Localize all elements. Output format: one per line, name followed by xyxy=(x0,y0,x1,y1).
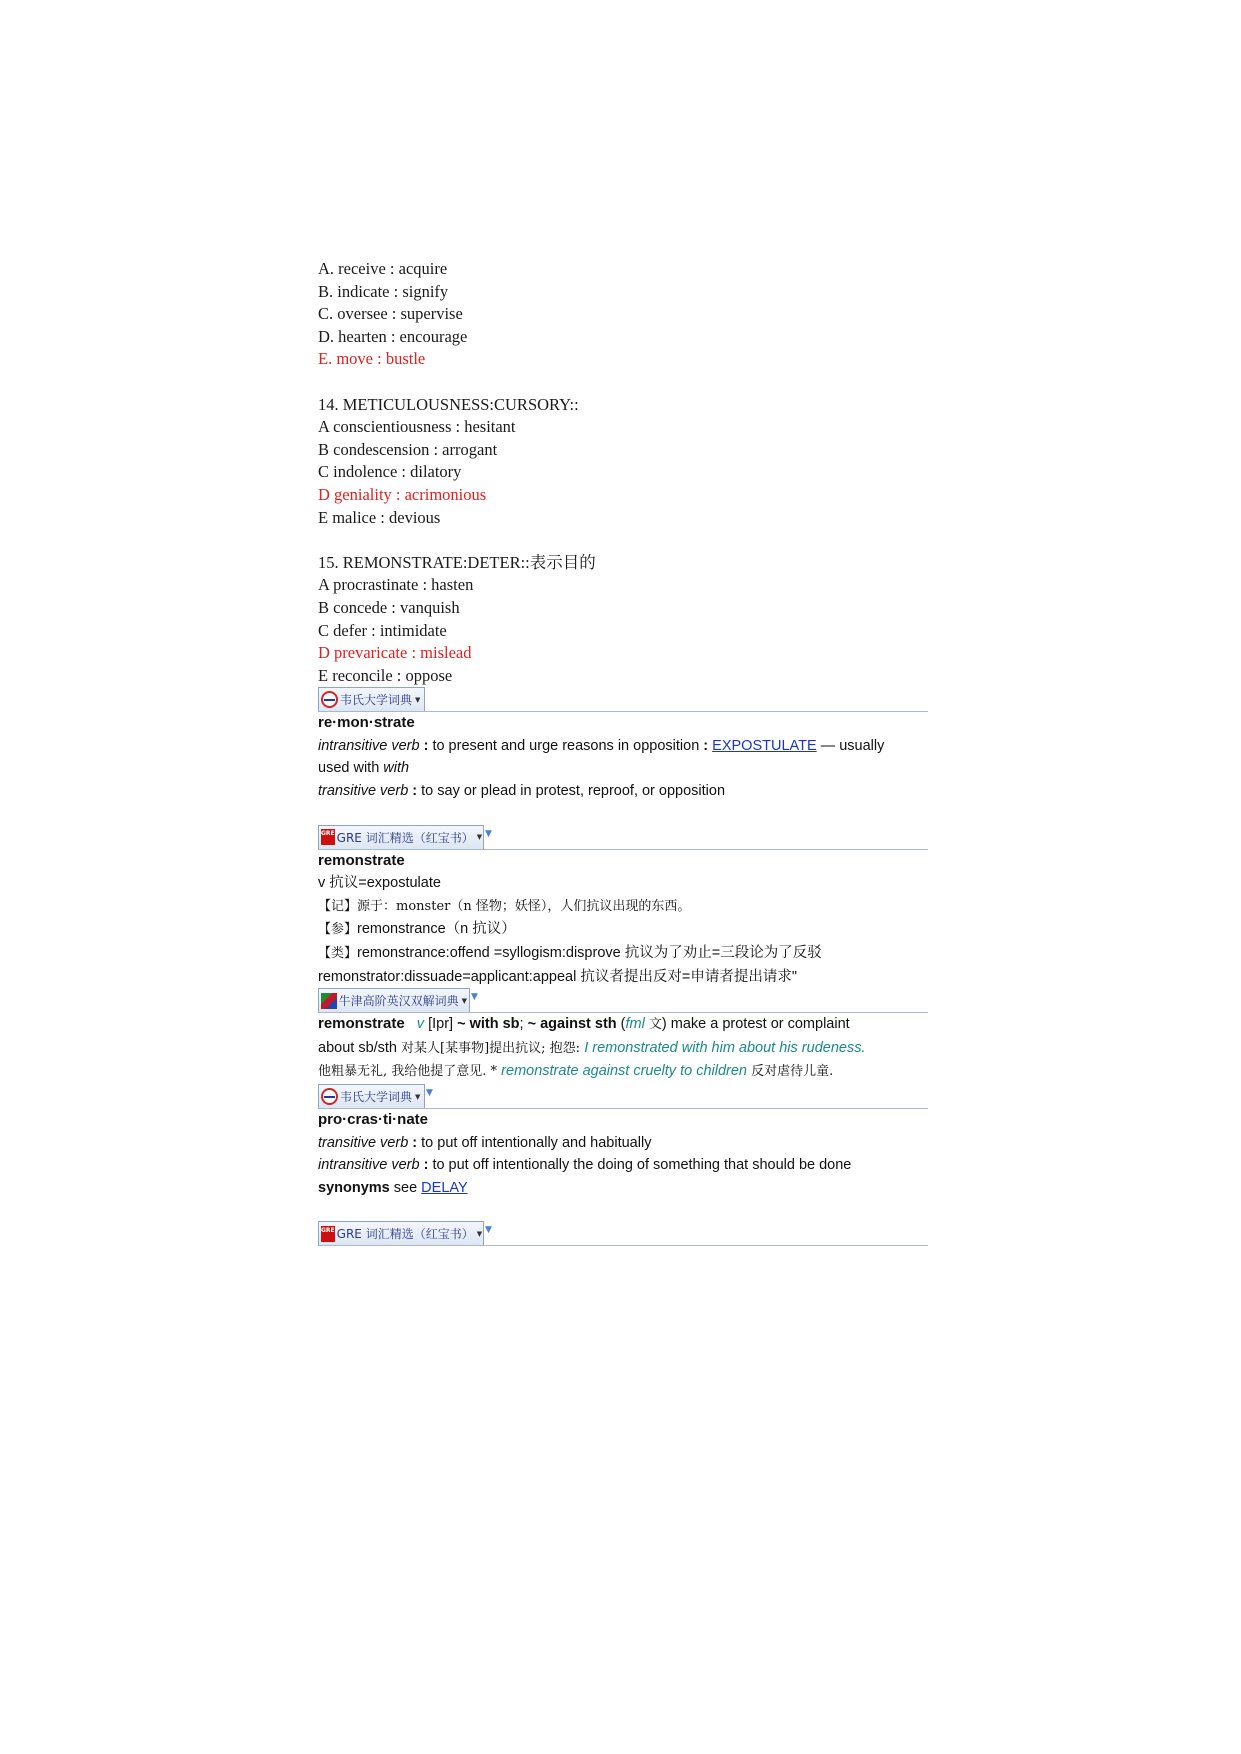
q15-option-b: B concede : vanquish xyxy=(318,597,460,617)
entry-merriam-remonstrate xyxy=(318,712,928,802)
definition-tail: — usually xyxy=(816,737,885,754)
gre-book-icon: GRE xyxy=(321,1226,335,1242)
q14-option-d-answer: D geniality : acrimonious xyxy=(318,484,487,504)
tag-mnemonic: 【记】 xyxy=(318,898,358,914)
chevron-down-icon[interactable]: ▼ xyxy=(476,833,483,842)
tab-gre-label: GRE 词汇精选（红宝书） xyxy=(336,830,474,845)
merriam-webster-icon xyxy=(321,691,338,708)
entry-headword: remonstrate xyxy=(318,1015,405,1033)
entry-headword: re·mon·strate xyxy=(318,714,415,732)
definition-cont: about sb/sth xyxy=(318,1039,402,1056)
tab-oxford[interactable] xyxy=(318,988,470,1012)
tab-oxford-label: 牛津高阶英汉双解词典 xyxy=(338,994,459,1009)
q13-options xyxy=(318,258,928,371)
entry-synonyms xyxy=(318,1177,928,1200)
synonym-link-delay[interactable]: DELAY xyxy=(421,1179,468,1196)
register-label-cn: 文 xyxy=(648,1017,662,1033)
entry-oxford-line-3 xyxy=(318,1060,928,1084)
verb-pattern: [Ipr] xyxy=(428,1016,454,1033)
oxford-dictionary-icon xyxy=(321,993,337,1009)
separator: : xyxy=(419,1157,433,1174)
tab-merriam-label: 韦氏大学词典 xyxy=(340,693,413,708)
part-of-speech: intransitive verb xyxy=(318,737,420,754)
tab-gre-label: GRE 词汇精选（红宝书） xyxy=(336,1227,474,1242)
part-of-speech: intransitive verb xyxy=(318,1157,420,1174)
entry-headword: pro·cras·ti·nate xyxy=(318,1111,429,1128)
q15-option-e: E reconcile : oppose xyxy=(318,665,453,685)
separator: : xyxy=(408,1134,422,1151)
usage-word: with xyxy=(383,760,410,777)
q14-option-e: E malice : devious xyxy=(318,507,441,527)
phrase-against: ~ against sth xyxy=(527,1016,617,1033)
document-page xyxy=(318,258,928,1246)
q14-option-b: B condescension : arrogant xyxy=(318,439,498,459)
q13-option-c: C. oversee : supervise xyxy=(318,304,463,324)
example-sentence: remonstrate against cruelty to children xyxy=(501,1063,747,1080)
definition-text: to say or plead in protest, reproof, or opposition xyxy=(421,783,726,800)
dict-bar-oxford xyxy=(318,988,928,1013)
dict-bar-gre-1 xyxy=(318,825,928,850)
q15-title: 15. REMONSTRATE:DETER::表示目的 xyxy=(318,552,596,572)
entry-gre-line-1: v 抗议=expostulate xyxy=(318,875,441,892)
synonym-link-expostulate[interactable]: EXPOSTULATE xyxy=(712,737,817,754)
entry-gre-line-3 xyxy=(318,918,928,942)
definition-text: to put off intentionally and habitually xyxy=(421,1134,652,1151)
q15 xyxy=(318,552,928,688)
gre-book-icon: GRE xyxy=(321,829,335,845)
synonyms-label: synonyms xyxy=(318,1179,390,1196)
entry-sense-2 xyxy=(318,780,928,803)
reference-text: remonstrance（n 抗议） xyxy=(357,921,516,938)
q15-option-c: C defer : intimidate xyxy=(318,620,447,640)
q14-option-a: A conscientiousness : hesitant xyxy=(318,417,516,437)
q14 xyxy=(318,394,928,530)
tab-merriam-webster[interactable] xyxy=(318,1084,425,1108)
entry-sense-1-cont xyxy=(318,757,928,780)
synonyms-see: see xyxy=(389,1179,422,1196)
entry-sense-1 xyxy=(318,735,928,758)
definition-cn: 对某人[某事物]提出抗议; 抱怨: xyxy=(401,1040,585,1056)
dict-bar-merriam-2 xyxy=(318,1084,928,1109)
entry-gre-line-5: remonstrator:dissuade=applicant:appeal 抗议者提出反对=申请者提出请求" xyxy=(318,968,797,985)
filter-icon[interactable]: ▼ xyxy=(485,1225,492,1236)
example-sentence: I remonstrated with him about his rudeness. xyxy=(584,1039,866,1056)
tab-merriam-label: 韦氏大学词典 xyxy=(340,1090,413,1104)
part-of-speech: transitive verb xyxy=(318,783,409,800)
dict-bar-gre-2 xyxy=(318,1221,928,1246)
entry-gre-line-4 xyxy=(318,942,928,966)
tab-gre-vocab[interactable] xyxy=(318,1221,484,1245)
tag-analogy: 【类】 xyxy=(318,946,358,962)
q13-option-d: D. hearten : encourage xyxy=(318,326,468,346)
chevron-down-icon[interactable]: ▼ xyxy=(415,1092,421,1101)
filter-icon[interactable]: ▼ xyxy=(471,992,478,1003)
chevron-down-icon[interactable]: ▼ xyxy=(476,1229,483,1238)
chevron-down-icon[interactable]: ▼ xyxy=(415,695,421,704)
chevron-down-icon[interactable]: ▼ xyxy=(461,996,467,1005)
separator: : xyxy=(699,737,713,754)
definition-text: to present and urge reasons in opposition xyxy=(432,737,700,754)
q14-title: 14. METICULOUSNESS:CURSORY:: xyxy=(318,394,579,414)
filter-icon[interactable]: ▼ xyxy=(485,828,492,839)
example-translation: 他粗暴无礼, 我给他提了意见. * xyxy=(318,1064,502,1080)
tab-merriam-webster[interactable] xyxy=(318,687,425,711)
dict-bar-merriam-1 xyxy=(318,687,928,712)
tag-reference: 【参】 xyxy=(318,922,358,938)
entry-oxford-line-2 xyxy=(318,1037,928,1061)
entry-merriam-procrastinate xyxy=(318,1109,928,1199)
part-of-speech: v xyxy=(416,1016,425,1033)
merriam-webster-icon xyxy=(321,1088,338,1105)
register-label: fml xyxy=(625,1016,645,1033)
q13-option-a: A. receive : acquire xyxy=(318,259,448,278)
entry-gre-line-2 xyxy=(318,895,928,919)
q14-option-c: C indolence : dilatory xyxy=(318,462,462,482)
tab-gre-vocab[interactable] xyxy=(318,825,484,849)
q13-option-b: B. indicate : signify xyxy=(318,281,449,301)
entry-oxford-remonstrate xyxy=(318,1013,928,1084)
q13-option-e-answer: E. move : bustle xyxy=(318,349,426,369)
q15-option-a: A procrastinate : hasten xyxy=(318,575,474,595)
filter-icon[interactable]: ▼ xyxy=(426,1088,433,1098)
definition-text: ) make a protest or complaint xyxy=(661,1016,850,1033)
definition-text: to put off intentionally the doing of something that should be done xyxy=(432,1157,852,1174)
entry-sense-2 xyxy=(318,1154,928,1177)
entry-sense-1 xyxy=(318,1132,928,1155)
separator: : xyxy=(419,737,433,754)
separator: ; xyxy=(519,1016,528,1033)
entry-oxford-line-1: remonstrate v [Ipr] ~ with sb; ~ against sth (fml 文) make a protest or complaint xyxy=(318,1015,850,1033)
analogy-text: remonstrance:offend =syllogism:disprove 抗议为了劝止=三段论为了反驳 xyxy=(357,945,822,962)
example-translation: 反对虐待儿童. xyxy=(747,1064,834,1080)
usage-note: used with xyxy=(318,760,384,777)
entry-gre-remonstrate xyxy=(318,850,928,989)
entry-headword: remonstrate xyxy=(318,851,405,869)
q15-option-d-answer: D prevaricate : mislead xyxy=(318,643,472,663)
mnemonic-text: 源于：monster（n 怪物；妖怪），人们抗议出现的东西。 xyxy=(357,898,691,914)
phrase-with: ~ with sb xyxy=(457,1016,520,1033)
separator: : xyxy=(408,783,422,800)
part-of-speech: transitive verb xyxy=(318,1134,409,1151)
